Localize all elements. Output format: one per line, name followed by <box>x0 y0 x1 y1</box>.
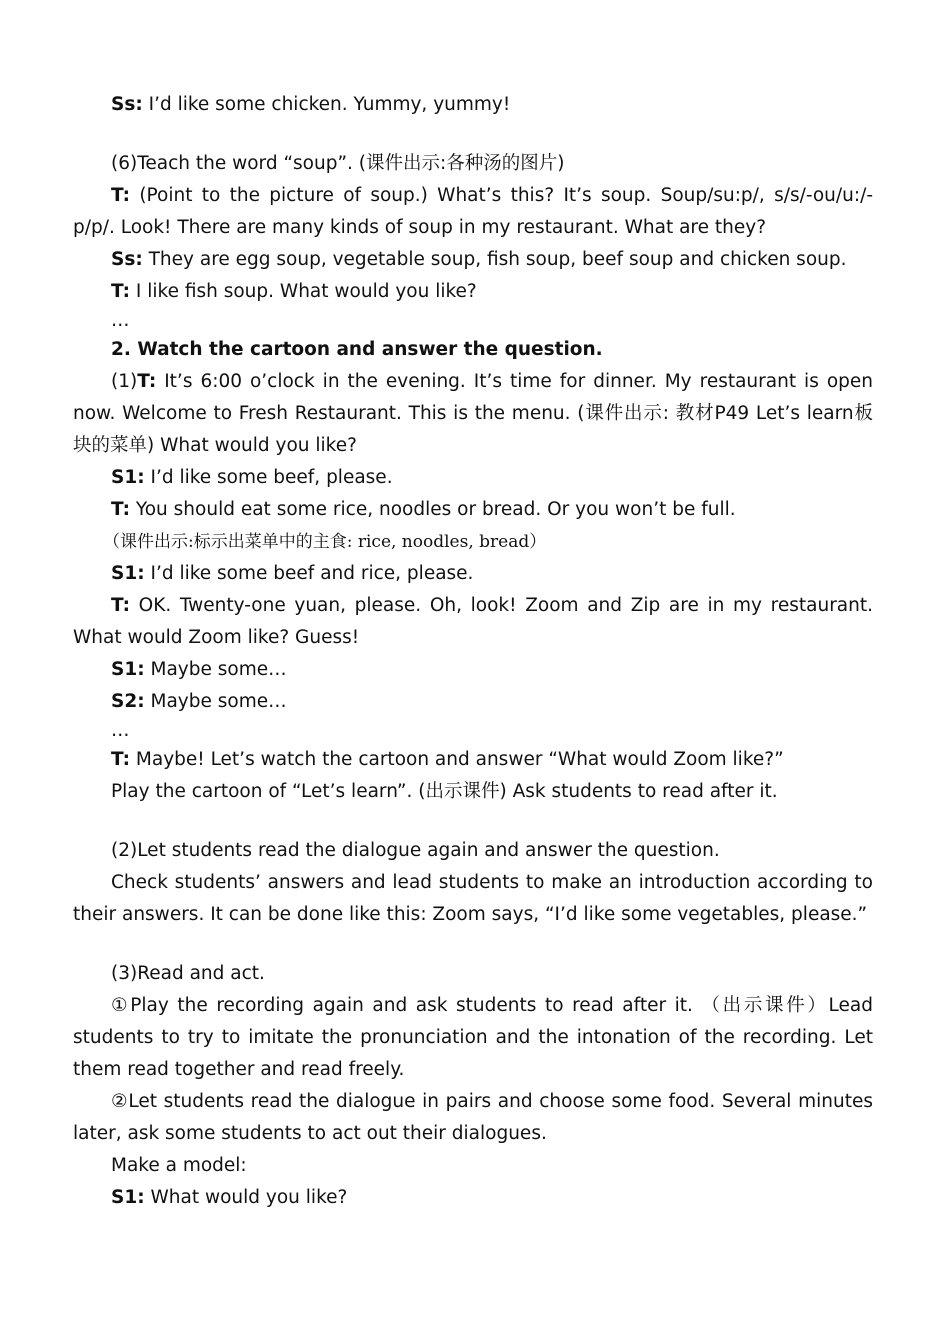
speaker-label: T: <box>111 499 131 520</box>
section-heading: 2. Watch the cartoon and answer the question. <box>111 339 603 360</box>
line-text: Maybe! Let’s watch the cartoon and answer “What would Zoom like?” <box>130 749 784 770</box>
line-s1-beef <box>73 462 873 494</box>
line-t-yuan <box>73 590 873 654</box>
line-text: Maybe some… <box>144 659 287 680</box>
line-text: I’d like some beef and rice, please. <box>144 563 474 584</box>
line-pairs: ②Let students read the dialogue in pairs and choose some food. Several minutes later, ask some students to act out their dialogues. <box>73 1091 873 1144</box>
line-ellipsis: … <box>111 310 130 331</box>
line-read-act: (3)Read and act. <box>111 963 265 984</box>
line-s1-maybe <box>73 654 873 686</box>
line-t-point-soup <box>73 180 873 244</box>
line-t-rice <box>73 494 873 526</box>
speaker-label: T: <box>111 595 131 616</box>
line-text: I like fish soup. What would you like? <box>130 281 477 302</box>
speaker-label: T: <box>137 371 157 392</box>
spacer <box>73 121 873 148</box>
line-text: You should eat some rice, noodles or bread. Or you won’t be full. <box>130 499 736 520</box>
spacer <box>73 808 873 835</box>
line-text: What would you like? <box>144 1187 348 1208</box>
line-text: It’s 6:00 o’clock in the evening. It’s time for dinner. My restaurant is open now. Welcome to Fresh Restaurant. This is the menu. (课件出示: 教材P49 Let’s learn板块的菜单) What would you like? <box>73 371 873 456</box>
line-t-fish-soup <box>73 276 873 308</box>
line-text: Maybe some… <box>144 691 287 712</box>
line-ellipsis: … <box>111 720 130 741</box>
line-text: OK. Twenty-one yuan, please. Oh, look! Zoom and Zip are in my restaurant. What would Zoom like? Guess! <box>73 595 873 648</box>
line-courseware-note: （课件出示:标示出菜单中的主食: rice, noodles, bread） <box>103 532 547 552</box>
line-text: (Point to the picture of soup.) What’s this? It’s soup. Soup/su:p/, s/s/-ou/u:/-p/p/. Look! There are many kinds of soup in my restaurant. What are they? <box>73 185 873 238</box>
line-read-again: (2)Let students read the dialogue again and answer the question. <box>111 840 720 861</box>
line-teach-soup: (6)Teach the word “soup”. (课件出示:各种汤的图片) <box>111 153 565 174</box>
speaker-label: T: <box>111 185 131 206</box>
line-text: I’d like some beef, please. <box>144 467 393 488</box>
line-t-restaurant <box>73 366 873 462</box>
speaker-label: Ss: <box>111 94 143 115</box>
line-play-recording: ①Play the recording again and ask students to read after it. （出示课件）Lead students to try to imitate the pronunciation and the intonation of the recording. Let them read together and read freely. <box>73 995 873 1080</box>
speaker-label: T: <box>111 281 131 302</box>
line-t-watch <box>73 744 873 776</box>
speaker-label: S2: <box>111 691 145 712</box>
speaker-label: S1: <box>111 563 145 584</box>
speaker-label: Ss: <box>111 249 143 270</box>
line-s2-maybe <box>73 686 873 718</box>
line-check-answers: Check students’ answers and lead students to make an introduction according to their answers. It can be done like this: Zoom says, “I’d like some vegetables, please.” <box>73 872 873 925</box>
line-s1-what <box>73 1182 873 1214</box>
line-play-cartoon: Play the cartoon of “Let’s learn”. (出示课件) Ask students to read after it. <box>111 781 778 802</box>
line-ss-chicken <box>73 89 873 121</box>
speaker-label: T: <box>111 749 131 770</box>
item-number: (1) <box>111 371 138 392</box>
line-text: They are egg soup, vegetable soup, fish soup, beef soup and chicken soup. <box>142 249 847 270</box>
spacer <box>73 931 873 958</box>
speaker-label: S1: <box>111 1187 145 1208</box>
speaker-label: S1: <box>111 467 145 488</box>
speaker-label: S1: <box>111 659 145 680</box>
line-ss-soups <box>73 244 873 276</box>
line-s1-beef-rice <box>73 558 873 590</box>
line-make-model: Make a model: <box>111 1155 247 1176</box>
document-body <box>73 89 873 1214</box>
line-text: I’d like some chicken. Yummy, yummy! <box>142 94 511 115</box>
